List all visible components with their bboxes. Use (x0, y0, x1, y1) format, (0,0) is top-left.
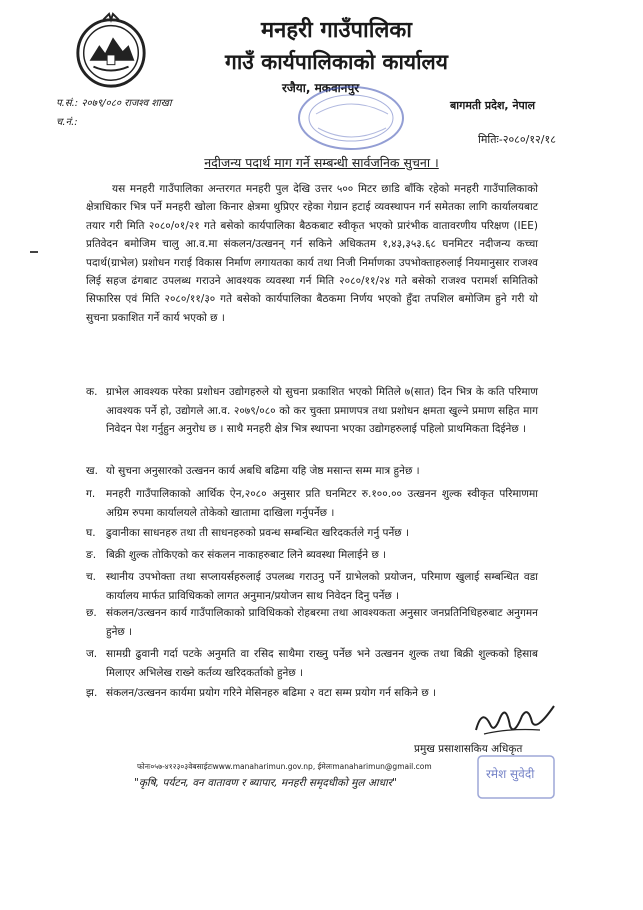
list-item-marker: झ. (86, 687, 98, 699)
reference-number: प.सं.: २०७९/०८० राजश्व शाखा (56, 98, 172, 109)
list-item-text: ढुवानीका साधनहरु तथा ती साधनहरुको प्रवन्ध सम्बन्धित खरिदकर्तले गर्नु पर्नेछ । (106, 527, 409, 539)
list-item-text: सामग्री ढुवानी गर्दा पटके अनुमति वा रसिद साथैमा राख्नु पर्नेछ भने उत्खनन शुल्क तथा बिक्री शुल्कको हिसाब मिलाएर अभिलेख राख्ने कर्तव्य खरिदकर्ताको हुनेछ । (106, 648, 538, 679)
list-item-text: ग्राभेल आवश्यक परेका प्रशोधन उद्योगहरुले यो सुचना प्रकाशित भएको मितिले ७(सात) दिन भित्र के कति परिमाण आवश्यक पर्ने हो, उद्योगले आ.व. २०७९/०८० को कर चुक्ता प्रमाणपत्र तथा प्रशोधन क्षमता खुल्ने प्रमाण सहित माग निवेदन पेश गर्नुहुन अनुरोध छ । साथै मनहरी क्षेत्र भित्र स्थापना भएका उद्योगहरुलाई पहिलो प्राथमिकता दिईनेछ । (106, 386, 538, 436)
province-label: बागमती प्रदेश, नेपाल (450, 99, 536, 112)
list-item (86, 524, 538, 543)
list-item-marker: ङ. (86, 549, 97, 561)
notice-title-text: नदीजन्य पदार्थ माग गर्ने सम्बन्धी सार्वजनिक सुचना । (204, 155, 439, 170)
list-item-marker: ग. (86, 488, 96, 500)
office-name: मनहरी गाउँपालिका (261, 18, 412, 43)
dispatch-number: च.नं.: (56, 117, 78, 128)
list-item-text: स्थानीय उपभोक्ता तथा सप्लायर्सहरुलाई उपलब्ध गराउनु पर्ने ग्राभेलको प्रयोजन, परिमाण खुलाई सम्बन्धित वडा कार्यालय मार्फत प्राविधिकको लागत अनुमान/प्रयोजन साथ निवेदन दिनु पर्नेछ । (106, 571, 538, 602)
office-title: गाउँ कार्यपालिकाको कार्यालय (225, 50, 448, 74)
signature-icon (470, 700, 560, 742)
list-item-marker: च. (86, 571, 97, 583)
signature-stamp-icon (476, 752, 556, 802)
list-item (86, 383, 538, 439)
office-address: रजैया, मकवानपुर (282, 81, 360, 95)
notice-body: यस मनहरी गाउँपालिका अन्तरगत मनहरी पुल देखि उत्तर ५०० मिटर छाडि बाँकि रहेको मनहरी गाउँपालिकाको क्षेत्राधिकार भित्र पर्ने मनहरी खोला किनार क्षेत्रमा थुप्रिएर रहेका गेग्रान हटाई व्यवस्थापन गर्न समेतका लागि कार्यालयबाट तयार गरी मिति २०८०/०१/२१ गते बसेको कार्यपालिका बैठकबाट स्वीकृत भएको प्रारंभीक वातावरणीय परिक्षण (IEE) प्रतिवेदन बमोजिम चालु आ.व.मा संकलन/उत्खनन् गर्न सकिने अधिकतम १,४३,३५३.६८ घनमिटर नदीजन्य कच्चा पदार्थ(ग्राभेल) प्रशोधन गराई विकास निर्माण लगायतका कार्य तथा निजी निर्माणका उपभोक्ताहरुलाई नियमानुसार राजश्व लिई सहज ढंगबाट उपलब्ध गराउने आवश्यक व्यवस्था गर्न मिति २०८०/११/२४ गते बसेको राजश्व परामर्श समितिको सिफारिस एवं मिति २०८०/११/३० गते बसेको कार्यपालिका बैठकमा निर्णय भएको हुँदा तपशिल बमोजिम हुने गरी यो सुचना प्रकाशित गर्ने कार्य भएको छ । (86, 183, 538, 324)
list-item (86, 604, 538, 641)
list-item-text: संकलन/उत्खनन कार्य गाउँपालिकाको प्राविधिकको रोहबरमा तथा आवश्यकता अनुसार जनप्रतिनिधिहरुबाट अनुगमन हुनेछ । (106, 607, 538, 638)
list-item (86, 485, 538, 522)
margin-mark (30, 251, 38, 253)
list-item-marker: ख. (86, 465, 98, 477)
notice-title (0, 154, 643, 171)
list-item (86, 568, 538, 605)
list-item-text: मनहरी गाउँपालिकाको आर्थिक ऐन,२०८० अनुसार प्रति घनमिटर रु.१००.०० उत्खनन शुल्क स्वीकृत परिमाणमा अग्रिम रुपमा कार्यालयले तोकेको खातामा दाखिला गर्नुपर्नेछ । (106, 488, 538, 519)
office-stamp-icon (296, 84, 406, 152)
list-item-marker: क. (86, 386, 98, 398)
list-item-marker: छ. (86, 607, 97, 619)
svg-text:रमेश सुवेदी: रमेश सुवेदी (486, 767, 535, 781)
list-item-marker: घ. (86, 527, 96, 539)
contact-info: फोनः०५७-४१२३०३वेबसाईटःwww.manaharimun.gov.np, ईमेलःmanaharimun@gmail.com (137, 762, 432, 771)
notice-date: मितिः-२०८०/१२/१८ (478, 133, 556, 146)
list-item (86, 546, 538, 565)
signatory-title: प्रमुख प्रसाशासकिय अधिकृत (414, 743, 523, 755)
list-item-text: यो सुचना अनुसारको उत्खनन कार्य अबधि बढिमा यहि जेष्ठ मसान्त सम्म मात्र हुनेछ । (106, 465, 420, 477)
list-item (86, 645, 538, 682)
list-item (86, 462, 538, 481)
list-item-marker: ज. (86, 648, 98, 660)
list-item-text: संकलन/उत्खनन कार्यमा प्रयोग गरिने मेसिनहरु बढिमा २ वटा सम्म प्रयोग गर्न सकिने छ । (106, 687, 437, 699)
slogan: "कृषि, पर्यटन, वन वातावण र ब्यापार, मनहरी समृदधीको मुल आधार" (134, 777, 397, 789)
list-item-text: बिक्री शुल्क तोकिएको कर संकलन नाकाहरुबाट लिने ब्यवस्था मिलाईने छ । (106, 549, 387, 561)
